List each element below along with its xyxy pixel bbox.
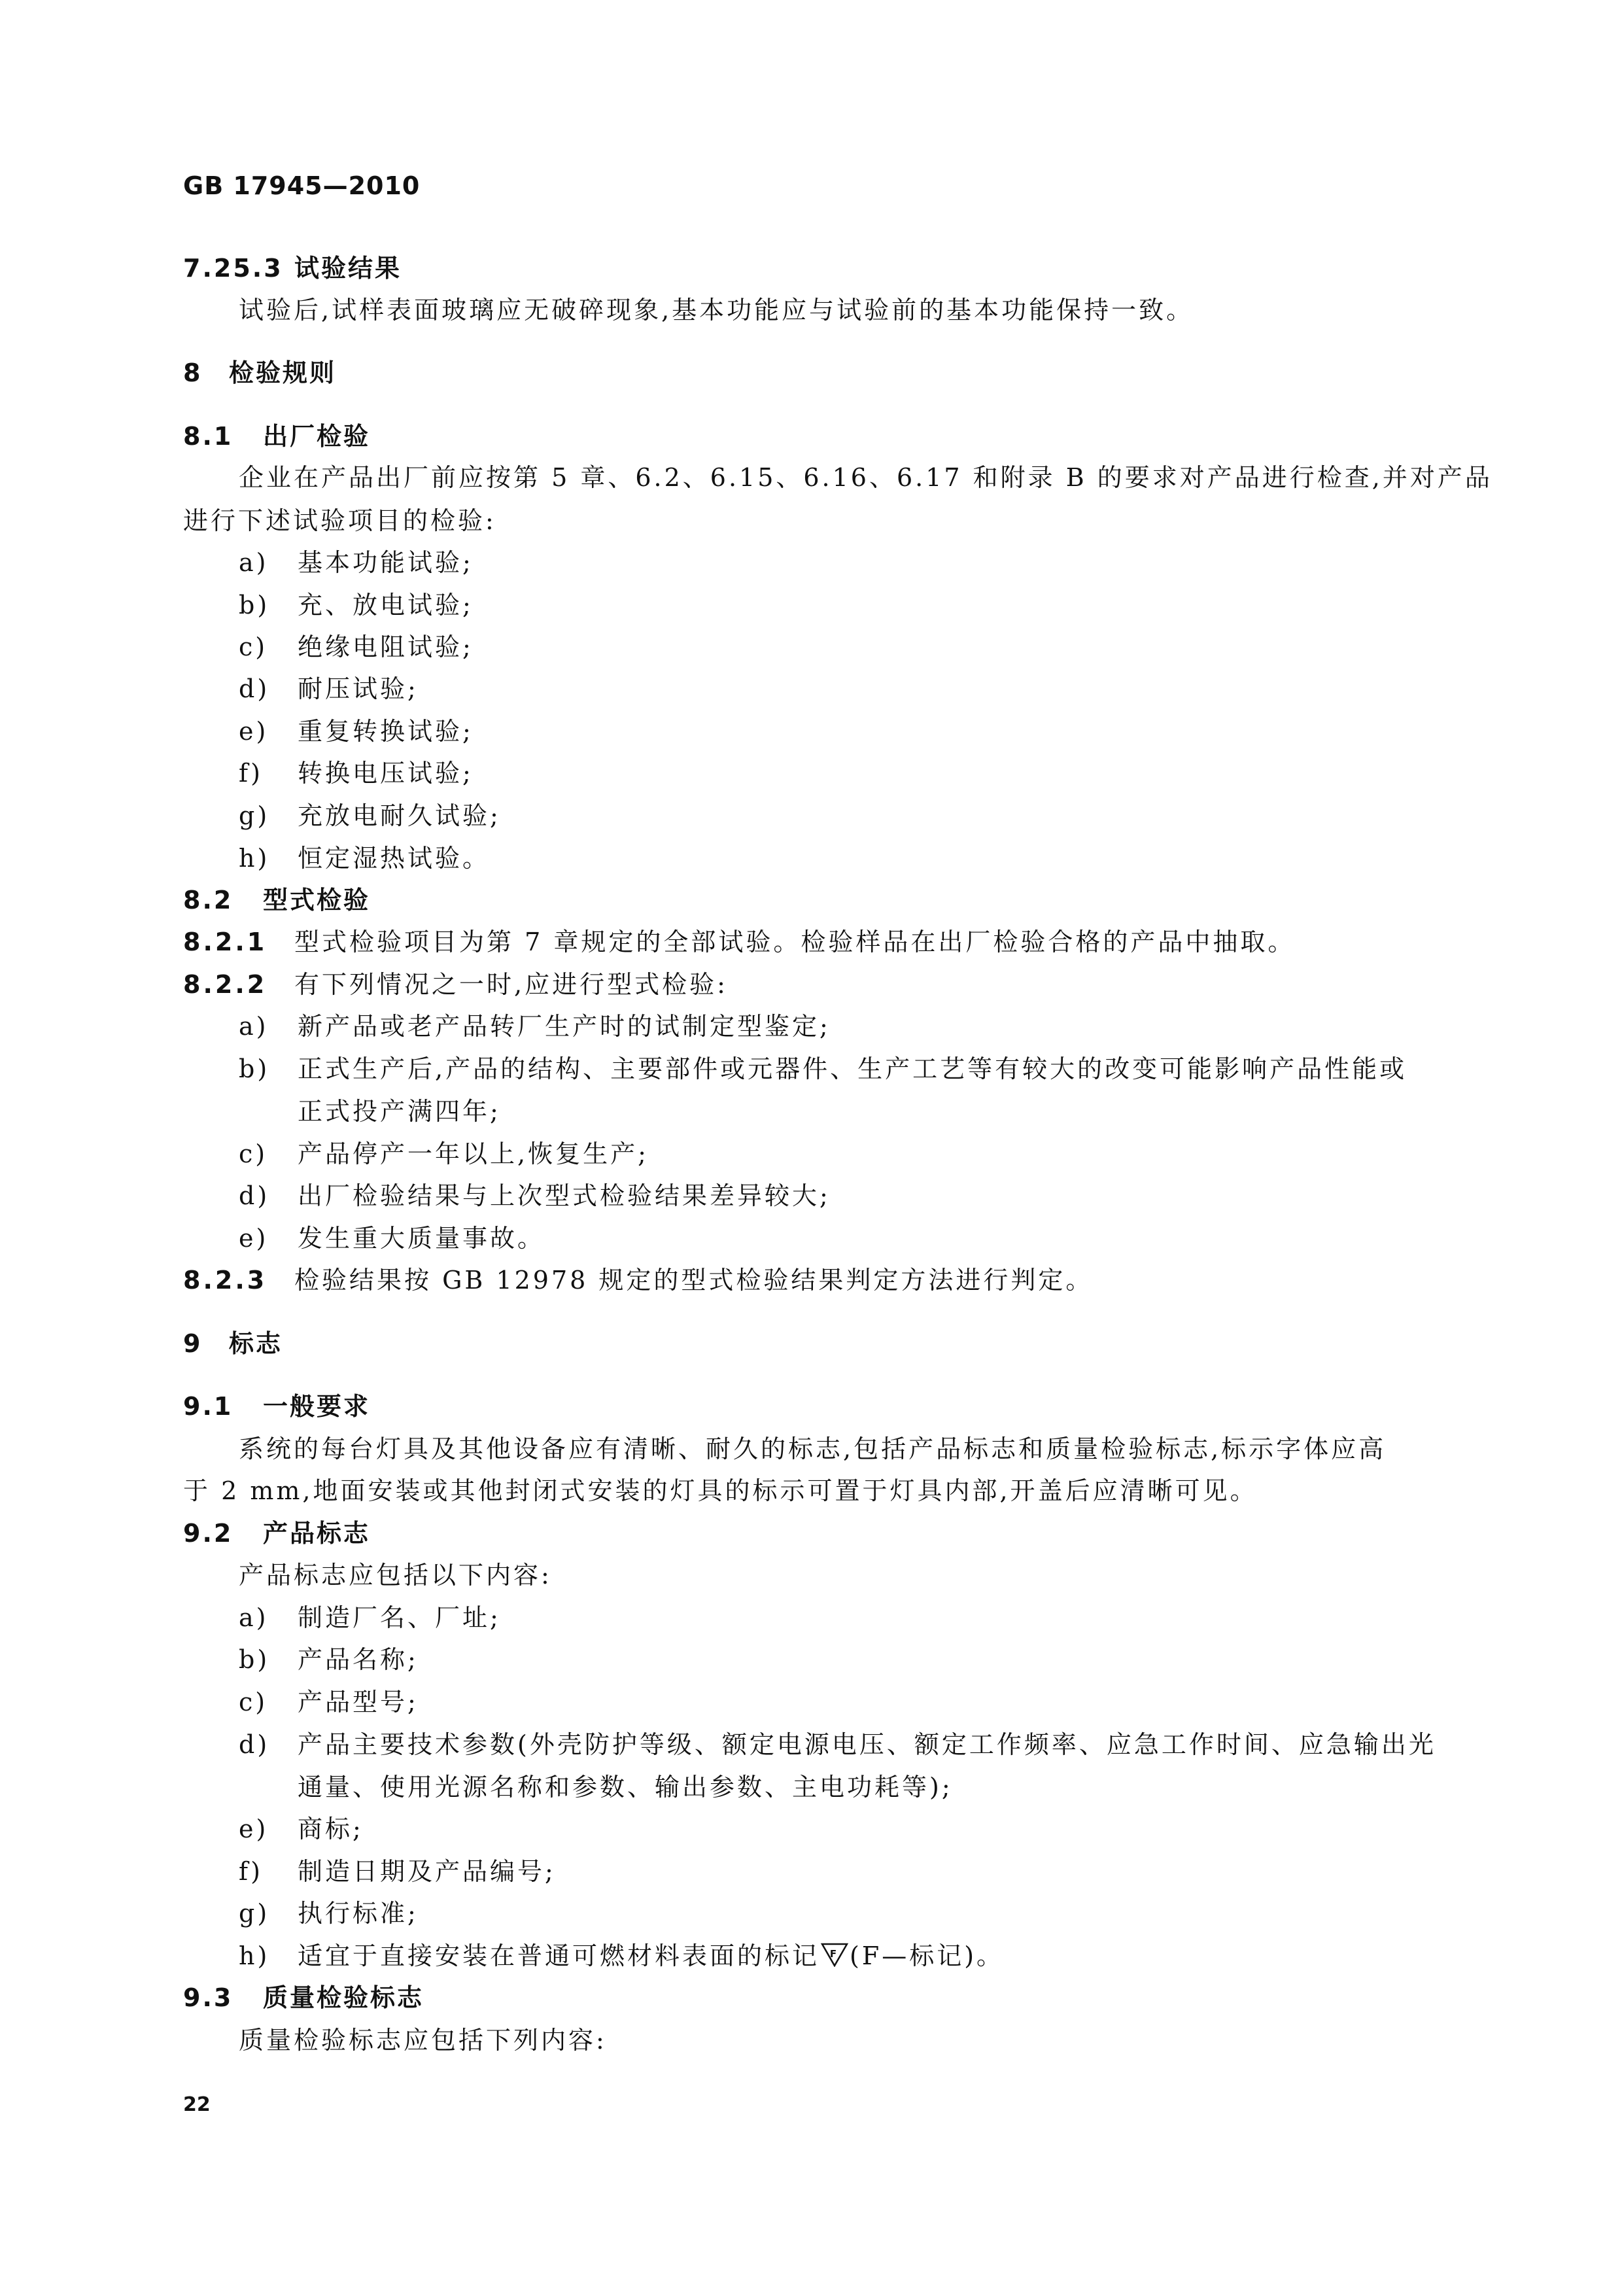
clause-text: 型式检验项目为第 7 章规定的全部试验。检验样品在出厂检验合格的产品中抽取。 — [294, 928, 1296, 956]
list-item — [239, 801, 501, 830]
item-text: 正式生产后,产品的结构、主要部件或元器件、生产工艺等有较大的改变可能影响产品性能或 — [298, 1054, 1407, 1083]
item-text: 恒定湿热试验。 — [298, 844, 491, 873]
list-item — [239, 1603, 501, 1632]
item-label: a) — [239, 548, 269, 577]
item-label: h) — [239, 1941, 270, 1970]
paragraph-8-1-line1: 企业在产品出厂前应按第 5 章、6.2、6.15、6.16、6.17 和附录 B 的要求对产品进行检查,并对产品 — [239, 463, 1493, 492]
item-text: 出厂检验结果与上次型式检验结果差异较大; — [298, 1181, 831, 1210]
list-item — [239, 1645, 419, 1674]
heading-title: 产品标志 — [263, 1519, 371, 1548]
item-label: b) — [239, 591, 270, 619]
item-label: a) — [239, 1603, 269, 1632]
clause-number: 8.2.3 — [183, 1266, 267, 1295]
list-item — [239, 1012, 831, 1041]
heading-title: 质量检验标志 — [263, 1983, 424, 2012]
paragraph-9-3-intro: 质量检验标志应包括下列内容: — [239, 2026, 607, 2055]
item-label: c) — [239, 1688, 268, 1716]
item-text: 新产品或老产品转厂生产时的试制定型鉴定; — [298, 1012, 831, 1041]
svg-text:F: F — [829, 1948, 840, 1960]
heading-9 — [183, 1329, 283, 1358]
item-text: 执行标准; — [298, 1899, 419, 1928]
item-label: h) — [239, 844, 270, 873]
heading-9-3 — [183, 1983, 424, 2012]
heading-title: 出厂检验 — [263, 422, 371, 451]
heading-title: 一般要求 — [263, 1392, 371, 1421]
list-item — [239, 1224, 545, 1253]
item-text: 产品名称; — [298, 1645, 419, 1674]
item-text: 绝缘电阻试验; — [298, 633, 474, 661]
heading-9-1 — [183, 1392, 370, 1421]
list-item — [239, 1730, 1436, 1759]
item-text: 充放电耐久试验; — [298, 801, 501, 830]
item-text: 转换电压试验; — [298, 759, 474, 788]
item-label: e) — [239, 1224, 269, 1253]
heading-8-1 — [183, 422, 370, 451]
page-number: 22 — [183, 2093, 211, 2116]
item-label: a) — [239, 1012, 269, 1041]
list-item — [239, 591, 474, 619]
list-item — [239, 717, 474, 746]
item-text: 产品停产一年以上,恢复生产; — [298, 1139, 649, 1168]
f-mark-icon — [821, 1942, 848, 1967]
paragraph-9-1-line1: 系统的每台灯具及其他设备应有清晰、耐久的标志,包括产品标志和质量检验标志,标示字体应高 — [239, 1435, 1387, 1463]
heading-number: 8 — [183, 358, 203, 387]
item-text: 适宜于直接安装在普通可燃材料表面的标记 — [298, 1941, 820, 1970]
heading-8 — [183, 358, 336, 387]
heading-title: 标志 — [229, 1329, 283, 1358]
list-item — [239, 1181, 831, 1210]
item-label: d) — [239, 1730, 270, 1759]
heading-number: 9.3 — [183, 1983, 233, 2012]
item-label: b) — [239, 1054, 270, 1083]
item-text: 耐压试验; — [298, 674, 419, 703]
list-item — [239, 1899, 419, 1928]
list-item — [239, 759, 474, 788]
clause-number: 8.2.2 — [183, 970, 267, 999]
list-item-continuation: 通量、使用光源名称和参数、输出参数、主电功耗等); — [298, 1773, 953, 1801]
item-text: 基本功能试验; — [298, 548, 474, 577]
paragraph-9-1-line2: 于 2 mm,地面安装或其他封闭式安装的灯具的标示可置于灯具内部,开盖后应清晰可见。 — [183, 1476, 1258, 1505]
clause-8-2-3 — [183, 1266, 1093, 1295]
item-label: c) — [239, 1139, 268, 1168]
clause-text: 有下列情况之一时,应进行型式检验: — [294, 970, 728, 999]
item-label: e) — [239, 1815, 269, 1843]
heading-9-2 — [183, 1519, 370, 1548]
item-label: e) — [239, 717, 269, 746]
paragraph-8-1-line2: 进行下述试验项目的检验: — [183, 506, 496, 535]
item-text: 产品型号; — [298, 1688, 419, 1716]
item-label: f) — [239, 759, 263, 788]
heading-number: 9.1 — [183, 1392, 233, 1421]
heading-8-2 — [183, 886, 370, 914]
clause-number: 8.2.1 — [183, 928, 267, 956]
standard-code: GB 17945—2010 — [183, 171, 421, 200]
item-text: 制造厂名、厂址; — [298, 1603, 501, 1632]
heading-title: 试验结果 — [294, 254, 402, 283]
list-item — [239, 1815, 364, 1843]
item-text: 制造日期及产品编号; — [298, 1857, 556, 1886]
list-item — [239, 548, 474, 577]
item-label: c) — [239, 633, 268, 661]
list-item — [239, 633, 474, 661]
list-item — [239, 1857, 556, 1886]
item-label: g) — [239, 1899, 270, 1928]
heading-number: 8.1 — [183, 422, 233, 451]
list-item-continuation: 正式投产满四年; — [298, 1097, 501, 1126]
item-text: 充、放电试验; — [298, 591, 474, 619]
heading-number: 9.2 — [183, 1519, 233, 1548]
item-text-after: (F—标记)。 — [850, 1941, 1005, 1970]
heading-number: 7.25.3 — [183, 254, 283, 283]
item-text: 商标; — [298, 1815, 364, 1843]
clause-8-2-1 — [183, 928, 1295, 956]
list-item — [239, 674, 419, 703]
clause-8-2-2 — [183, 970, 728, 999]
heading-number: 8.2 — [183, 886, 233, 914]
item-label: d) — [239, 674, 270, 703]
item-label: f) — [239, 1857, 263, 1886]
item-text: 发生重大质量事故。 — [298, 1224, 545, 1253]
heading-title: 型式检验 — [263, 886, 371, 914]
clause-text: 检验结果按 GB 12978 规定的型式检验结果判定方法进行判定。 — [294, 1266, 1094, 1295]
item-text: 重复转换试验; — [298, 717, 474, 746]
list-item — [239, 844, 490, 873]
list-item — [239, 1054, 1407, 1083]
paragraph-9-2-intro: 产品标志应包括以下内容: — [239, 1561, 552, 1590]
heading-7-25-3 — [183, 254, 402, 283]
item-label: d) — [239, 1181, 270, 1210]
heading-title: 检验规则 — [229, 358, 337, 387]
list-item — [239, 1941, 1004, 1970]
list-item — [239, 1139, 649, 1168]
heading-number: 9 — [183, 1329, 203, 1358]
paragraph-7-25-3: 试验后,试样表面玻璃应无破碎现象,基本功能应与试验前的基本功能保持一致。 — [239, 296, 1194, 324]
item-text: 产品主要技术参数(外壳防护等级、额定电源电压、额定工作频率、应急工作时间、应急输出光 — [298, 1730, 1436, 1759]
list-item — [239, 1688, 419, 1716]
item-label: b) — [239, 1645, 270, 1674]
item-label: g) — [239, 801, 270, 830]
